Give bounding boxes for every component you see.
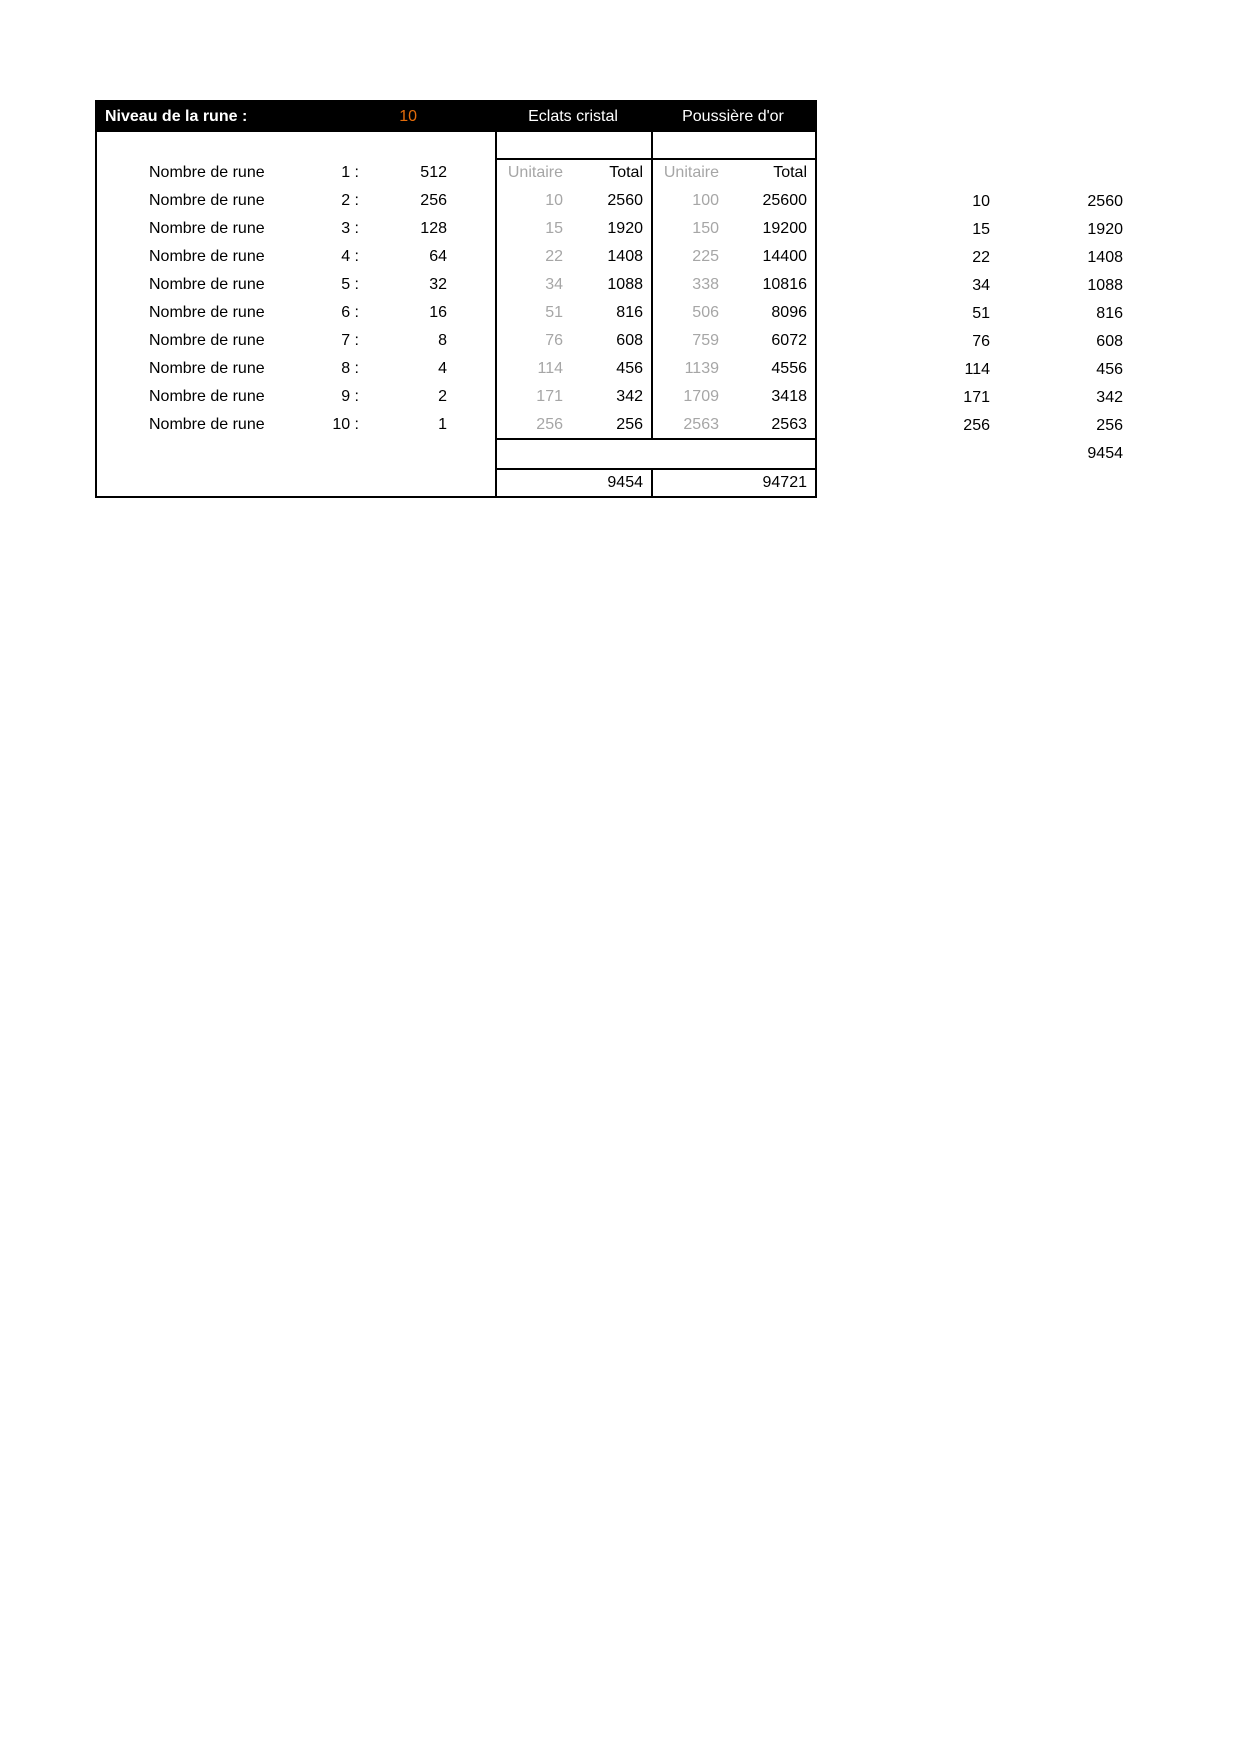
poussiere-unitaire-value: 1709 — [683, 388, 719, 405]
rune-row-9 — [97, 384, 815, 412]
side-total-value: 608 — [1096, 333, 1123, 350]
side-total-value: 1088 — [1087, 277, 1123, 294]
poussiere-total-value: 6072 — [771, 332, 807, 349]
poussiere-cell — [651, 384, 815, 412]
rune-row-index: 10 : — [332, 416, 359, 433]
rune-left-cell — [97, 216, 495, 244]
poussiere-cell — [651, 272, 815, 300]
poussiere-cell — [651, 244, 815, 272]
rune-row-8 — [97, 356, 815, 384]
spacer-eclats-cell — [495, 132, 651, 160]
spacer-poussiere-cell — [651, 440, 815, 468]
rune-row-label: Nombre de rune — [149, 416, 265, 433]
side-column-total — [1023, 188, 1123, 468]
rune-count-cell: 4 — [438, 360, 447, 377]
poussiere-total-value: 8096 — [771, 304, 807, 321]
rune-level-value: 10 — [399, 108, 417, 125]
side-total-value: 342 — [1096, 389, 1123, 406]
side-unitaire-value: 22 — [972, 249, 990, 266]
rune-row-label: Nombre de rune — [149, 164, 265, 181]
rune-count-cell: 32 — [429, 276, 447, 293]
eclats-sum-spacer — [497, 470, 563, 496]
totals-left-cell — [97, 468, 495, 496]
eclats-cell — [495, 300, 651, 328]
eclats-total-value: 256 — [616, 416, 643, 433]
rune-row-index: 7 : — [341, 332, 359, 349]
poussiere-sum-cell — [651, 468, 815, 496]
poussiere-total-header: Total — [773, 164, 807, 181]
rune-count-cell: 64 — [429, 248, 447, 265]
poussiere-unitaire-value: 338 — [692, 276, 719, 293]
eclats-unitaire-value: 15 — [545, 220, 563, 237]
side-unitaire-value: 171 — [963, 389, 990, 406]
group-header-eclats-cristal: Eclats cristal — [528, 108, 618, 125]
eclats-header-cell — [495, 160, 651, 188]
poussiere-total-value: 3418 — [771, 388, 807, 405]
eclats-total-header: Total — [609, 164, 643, 181]
poussiere-unitaire-value: 759 — [692, 332, 719, 349]
rune-count-cell: 2 — [438, 388, 447, 405]
eclats-unitaire-value: 22 — [545, 248, 563, 265]
eclats-unitaire-value: 34 — [545, 276, 563, 293]
rune-row-2 — [97, 188, 815, 216]
rune-count-cell: 256 — [420, 192, 447, 209]
rune-row-index: 6 : — [341, 304, 359, 321]
eclats-unitaire-value: 10 — [545, 192, 563, 209]
totals-row — [97, 468, 815, 496]
eclats-total-value: 2560 — [607, 192, 643, 209]
side-unitaire-value: 51 — [972, 305, 990, 322]
group-header-poussiere-dor: Poussière d'or — [682, 108, 784, 125]
eclats-cell — [495, 356, 651, 384]
eclats-total-value: 1408 — [607, 248, 643, 265]
rune-row-index: 4 : — [341, 248, 359, 265]
rune-row-index: 1 : — [341, 164, 359, 181]
rune-row-index: 9 : — [341, 388, 359, 405]
rune-left-cell — [97, 300, 495, 328]
rune-row-6 — [97, 300, 815, 328]
rune-row-label: Nombre de rune — [149, 192, 265, 209]
eclats-cell — [495, 272, 651, 300]
rune-left-cell — [97, 384, 495, 412]
side-unitaire-value: 114 — [964, 361, 990, 378]
rune-row-index: 3 : — [341, 220, 359, 237]
eclats-unitaire-value: 51 — [545, 304, 563, 321]
rune-left-cell — [97, 412, 495, 440]
poussiere-unitaire-header: Unitaire — [663, 164, 719, 181]
side-total-sum: 9454 — [1087, 445, 1123, 462]
poussiere-cell — [651, 300, 815, 328]
rune-left-cell — [97, 272, 495, 300]
eclats-cell — [495, 412, 651, 440]
header-bar — [97, 102, 815, 132]
rune-count-cell: 8 — [438, 332, 447, 349]
eclats-cell — [495, 244, 651, 272]
rune-row-1 — [97, 160, 815, 188]
side-total-value: 1920 — [1087, 221, 1123, 238]
poussiere-cell — [651, 328, 815, 356]
poussiere-total-value: 19200 — [762, 220, 807, 237]
spacer-left-cell — [97, 440, 495, 468]
spacer-row-top — [97, 132, 815, 160]
poussiere-sum-value: 94721 — [762, 474, 807, 491]
spacer-left-cell — [97, 132, 495, 160]
rune-row-label: Nombre de rune — [149, 248, 265, 265]
eclats-cell — [495, 384, 651, 412]
side-column-unitaire — [890, 188, 990, 440]
rune-row-4 — [97, 244, 815, 272]
side-total-value: 256 — [1096, 417, 1123, 434]
header-bar-left — [97, 108, 495, 126]
poussiere-cell — [651, 216, 815, 244]
side-unitaire-value: 10 — [972, 193, 990, 210]
poussiere-cell — [651, 412, 815, 440]
poussiere-unitaire-value: 100 — [692, 192, 719, 209]
eclats-cell — [495, 328, 651, 356]
rune-row-7 — [97, 328, 815, 356]
rune-row-label: Nombre de rune — [149, 332, 265, 349]
rune-count-cell: 1 — [438, 416, 447, 433]
poussiere-cell — [651, 356, 815, 384]
side-unitaire-value: 15 — [972, 221, 990, 238]
rune-row-3 — [97, 216, 815, 244]
side-total-value: 456 — [1096, 361, 1123, 378]
eclats-cell — [495, 216, 651, 244]
side-unitaire-value: 256 — [963, 417, 990, 434]
eclats-total-value: 456 — [616, 360, 643, 377]
side-total-value: 1408 — [1087, 249, 1123, 266]
rune-row-index: 2 : — [341, 192, 359, 209]
eclats-total-value: 608 — [616, 332, 643, 349]
poussiere-total-value: 2563 — [771, 416, 807, 433]
rune-cost-table — [95, 100, 817, 498]
eclats-total-value: 816 — [616, 304, 643, 321]
poussiere-total-value: 10816 — [762, 276, 807, 293]
side-unitaire-value: 34 — [972, 277, 990, 294]
poussiere-unitaire-value: 1139 — [684, 360, 719, 377]
spacer-poussiere-cell — [651, 132, 815, 160]
eclats-total-value: 1920 — [607, 220, 643, 237]
rune-level-label: Niveau de la rune : — [105, 108, 248, 125]
poussiere-unitaire-value: 225 — [692, 248, 719, 265]
eclats-total-value: 1088 — [607, 276, 643, 293]
eclats-total-value: 342 — [616, 388, 643, 405]
rune-row-index: 8 : — [341, 360, 359, 377]
rune-left-cell — [97, 188, 495, 216]
rune-count-cell: 512 — [420, 164, 447, 181]
spacer-eclats-cell — [495, 440, 651, 468]
rune-row-5 — [97, 272, 815, 300]
poussiere-unitaire-value: 150 — [692, 220, 719, 237]
rune-count-cell: 16 — [429, 304, 447, 321]
rune-left-cell — [97, 160, 495, 188]
rune-row-10 — [97, 412, 815, 440]
poussiere-total-value: 4556 — [771, 360, 807, 377]
side-total-value: 816 — [1096, 305, 1123, 322]
eclats-unitaire-value: 114 — [537, 360, 563, 377]
rune-left-cell — [97, 328, 495, 356]
poussiere-unitaire-value: 506 — [692, 304, 719, 321]
spacer-row-bottom — [97, 440, 815, 468]
eclats-unitaire-value: 76 — [545, 332, 563, 349]
eclats-unitaire-value: 256 — [536, 416, 563, 433]
poussiere-header-cell — [651, 160, 815, 188]
eclats-unitaire-header: Unitaire — [507, 164, 563, 181]
eclats-unitaire-value: 171 — [536, 388, 563, 405]
eclats-sum-value: 9454 — [607, 474, 643, 491]
rune-row-index: 5 : — [341, 276, 359, 293]
side-unitaire-value: 76 — [972, 333, 990, 350]
rune-left-cell — [97, 244, 495, 272]
poussiere-total-value: 14400 — [762, 248, 807, 265]
rune-left-cell — [97, 356, 495, 384]
rune-count-cell: 128 — [420, 220, 447, 237]
rune-row-label: Nombre de rune — [149, 360, 265, 377]
rune-row-label: Nombre de rune — [149, 220, 265, 237]
poussiere-sum-spacer — [653, 470, 719, 496]
rune-row-label: Nombre de rune — [149, 276, 265, 293]
eclats-sum-cell — [495, 468, 651, 496]
rune-row-label: Nombre de rune — [149, 388, 265, 405]
rune-row-label: Nombre de rune — [149, 304, 265, 321]
poussiere-cell — [651, 188, 815, 216]
eclats-cell — [495, 188, 651, 216]
poussiere-unitaire-value: 2563 — [683, 416, 719, 433]
poussiere-total-value: 25600 — [762, 192, 807, 209]
side-total-value: 2560 — [1087, 193, 1123, 210]
